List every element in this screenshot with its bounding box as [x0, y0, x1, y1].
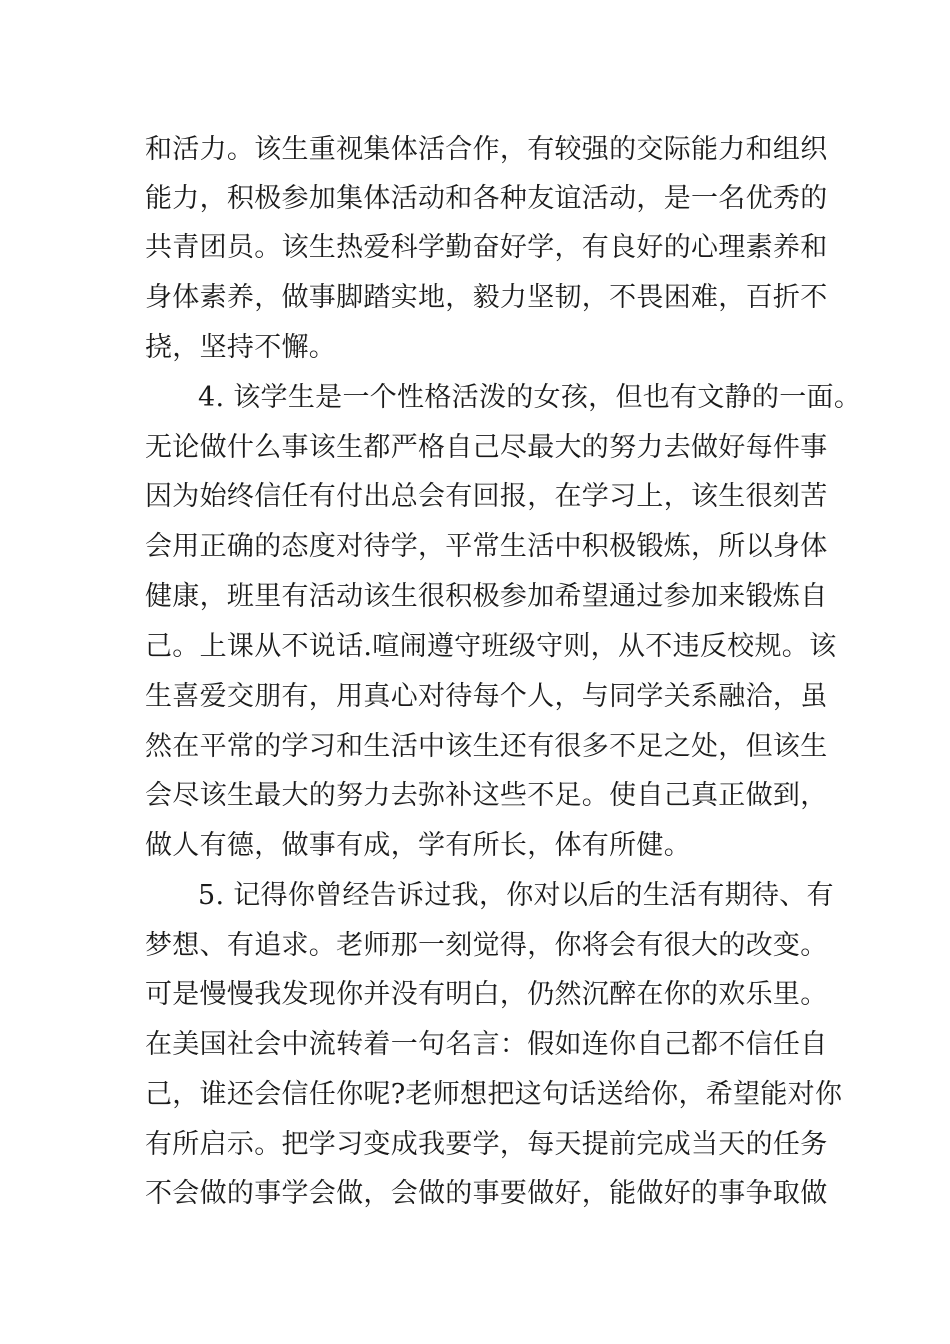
text-line: 有所启示。把学习变成我要学，每天提前完成当天的任务	[145, 1129, 828, 1160]
text-line: 会尽该生最大的努力去弥补这些不足。使自己真正做到，	[145, 780, 828, 811]
text-line: 能力，积极参加集体活动和各种友谊活动，是一名优秀的	[145, 183, 828, 214]
paragraph-4-first-line: 4. 该学生是一个性格活泼的女孩，但也有文静的一面。	[198, 382, 862, 413]
text-line: 生喜爱交朋有，用真心对待每个人，与同学关系融洽，虽	[145, 681, 828, 712]
text-line: 因为始终信任有付出总会有回报，在学习上，该生很刻苦	[145, 481, 828, 512]
text-line: 己，谁还会信任你呢?老师想把这句话送给你，希望能对你	[145, 1079, 843, 1110]
text-line: 在美国社会中流转着一句名言：假如连你自己都不信任自	[145, 1029, 828, 1060]
text-line: 身体素养，做事脚踏实地，毅力坚韧，不畏困难，百折不	[145, 282, 828, 313]
text-line: 和活力。该生重视集体活合作，有较强的交际能力和组织	[145, 134, 828, 165]
text-line: 共青团员。该生热爱科学勤奋好学，有良好的心理素养和	[145, 232, 828, 263]
text-line: 然在平常的学习和生活中该生还有很多不足之处，但该生	[145, 731, 828, 762]
text-line: 健康，班里有活动该生很积极参加希望通过参加来锻炼自	[145, 581, 828, 612]
text-line: 做人有德，做事有成，学有所长，体有所健。	[145, 830, 691, 861]
text-line: 可是慢慢我发现你并没有明白，仍然沉醉在你的欢乐里。	[145, 979, 828, 1010]
paragraph-5-first-line: 5. 记得你曾经告诉过我，你对以后的生活有期待、有	[198, 880, 834, 911]
text-line: 会用正确的态度对待学，平常生活中积极锻炼，所以身体	[145, 531, 828, 562]
text-line: 不会做的事学会做，会做的事要做好，能做好的事争取做	[145, 1178, 828, 1209]
text-line: 挠，坚持不懈。	[145, 332, 337, 363]
text-line: 梦想、有追求。老师那一刻觉得，你将会有很大的改变。	[145, 930, 828, 961]
text-line: 己。上课从不说话.喧闹遵守班级守则，从不违反校规。该	[145, 631, 837, 662]
text-line: 无论做什么事该生都严格自己尽最大的努力去做好每件事	[145, 432, 828, 463]
